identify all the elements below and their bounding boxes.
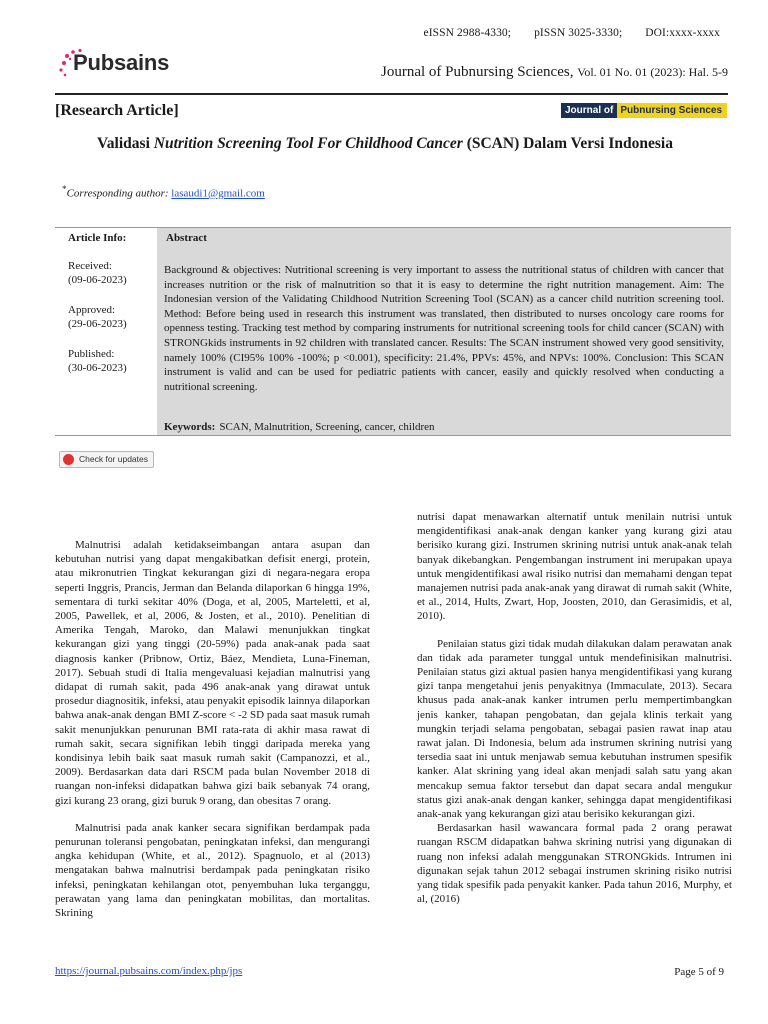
check-updates-label: Check for updates bbox=[79, 454, 148, 464]
keywords-list: SCAN, Malnutrition, Screening, cancer, children bbox=[219, 421, 435, 433]
pissn: pISSN 3025-3330; bbox=[534, 27, 623, 39]
paragraph: Malnutrisi pada anak kanker secara signifikan berdampak pada penurunan toleransi pengobatan, peningkatan infeksi, dan mengurangi angka kehidupan (White, et al., 2012). Spagnuolo, et al (2013) mengatakan bahwa malnutrisi berdampak pada peningkatan risiko infeksi, peningkatan kehilangan otot, penyembuhan luka terganggu, perawatan yang lama dan peningkatan mobilitas, dan mortalitas. Skrining bbox=[55, 821, 370, 920]
abstract-text: Background & objectives: Nutritional screening is very important to assess the nutritional status of children with cancer that increases nutrition or the risk of malnutrition so that it is easy to determine the right nutrition management. Aim: The Indonesian version of the Validating Childhood Nutrition Screening Tool (SCAN) as a cancer child nutrition screening tool. Method: Before being used in research this instrument was translated, then distributed to nurses oncology care rooms for openness testing. Tracking test method by comparing instruments for nutritional screening tools for child cancer (SCAN) with STRONGkids instruments in 92 children with translated cancer. Results: The SCAN instrument showed very good sensitivity, namely 100% (CI95% 100% -100%; p <0.001), specificity: 21.4%, PPVs: 45%, and NPVs: 100%. Conclusion: This SCAN instrument is valid and can be used for pediatric patients with cancer, easily and quickly resolved when conducting a nutritional screening. bbox=[164, 264, 724, 393]
received-label: Received: bbox=[68, 260, 112, 272]
logo-text: Pubsains bbox=[73, 50, 170, 75]
keywords-label: Keywords: bbox=[164, 421, 216, 433]
check-for-updates-button[interactable] bbox=[59, 451, 154, 468]
corr-email-link[interactable]: lasaudi1@gmail.com bbox=[171, 187, 265, 200]
eissn: eISSN 2988-4330; bbox=[423, 27, 512, 39]
abstract-heading: Abstract bbox=[166, 232, 207, 244]
journal-url-link[interactable]: https://journal.pubsains.com/index.php/jps bbox=[55, 965, 243, 977]
paragraph: Penilaian status gizi tidak mudah dilakukan dalam perawatan anak dan tidak ada parameter tunggal untuk mendefinisikan malnutrisi. Penilaian status gizi aktual pasien hanya mengidentifikasi yang kurang gizi tanpa mengetahui jenis penyakitnya (Immaculate, 2013). Secara khusus pada anak-anak kanker intrumen perlu mempertimbangkan jenis kanker, tahapan pengobatan, dan gejala klinis terkait yang mungkin terjadi selama pengobatan, sebagai pasien rawat inap atau rawat jalan. Di Indonesia, belum ada instrumen skrining nutrisi yang tersedia saat ini untuk menjawab semua kebutuhan instrumen spesifik kanker. Alat skrining yang ideal akan menjadi salah satu yang akan mencakup semua faktor tersebut dan dapat secara andal mengukur status gizi anak-anak dengan kanker, sehingga dapat mengidentifikasi anak-anak yang kekurangan gizi atau berisiko kekurangan gizi. bbox=[417, 637, 732, 821]
corr-marker: * bbox=[62, 184, 67, 194]
received-date: (09-06-2023) bbox=[68, 274, 127, 286]
published-date: (30-06-2023) bbox=[68, 362, 127, 374]
corr-label: Corresponding author: bbox=[66, 187, 172, 200]
page-number: Page 5 of 9 bbox=[674, 966, 724, 978]
badge-left: Journal of bbox=[561, 103, 617, 118]
approved-label: Approved: bbox=[68, 304, 116, 316]
paragraph: nutrisi dapat menawarkan alternatif untuk menilain nutrisi untuk mengidentifikasi anak-anak dengan kanker yang kurang gizi atau berisiko kurang gizi. Instrumen skrining nutrisi untuk anak-anak telah banyak dikebangkan. Pengembangan instrument ini merupakan upaya untuk mengidentifikasi awal risiko nutrisi dan memahami dengan tepat manajemen nutrisi pada anak-anak yang dirawat di rumah sakit (White, et al., 2014, Hults, Zwart, Hop, Joosten, 2010, dan Gerasimidis, et al, 2010). bbox=[417, 511, 732, 623]
body-column-left bbox=[55, 538, 370, 920]
check-updates-icon bbox=[63, 454, 74, 465]
article-title bbox=[40, 135, 730, 153]
title-italic: Nutrition Screening Tool For Childhood Cancer bbox=[153, 135, 463, 152]
corresponding-author bbox=[62, 184, 265, 200]
body-column-right bbox=[417, 510, 732, 906]
title-prefix: Validasi bbox=[97, 135, 154, 152]
header-divider bbox=[55, 93, 728, 95]
issn-doi-line bbox=[404, 27, 720, 39]
journal-line bbox=[381, 64, 728, 81]
keywords bbox=[164, 421, 435, 433]
title-suffix: (SCAN) Dalam Versi Indonesia bbox=[462, 135, 673, 152]
published-label: Published: bbox=[68, 348, 115, 360]
paragraph: Malnutrisi adalah ketidakseimbangan antara asupan dan kebutuhan nutrisi yang dapat mengakibatkan defisit energi, protein, atau mikronutrien Tingkat kekurangan gizi di negara-negara eropa seperti Inggris, Prancis, Jerman dan Belanda dilaporkan 6 hingga 19%, sementara di turki sekitar 40% (Doga, et al, 2005, Marteletti, et al, 2005, Pawellek, et al, 2006, & Josten, et al., 2010). Penelitian di Amerika Tengah, Maroko, dan Malawi menunjukkan tingkat kekurangan gizi yang tinggi (20-59%) pada anak-anak pada saat diagnosis kanker (Pribnow, Ortiz, Báez, Mendieta, Luna-Fineman, 2017). Sebuah studi di Italia mengevaluasi kejadian malnutrisi yang didapat di rumah sakit, pada 496 anak-anak yang dirawat untuk prosedur diagnositik, infeksi, atau penyakit episodik lainnya dilaporkan bahwa anak-anak dengan BMI Z-score < -2 SD pada saat masuk rumah sakit menunjukkan penurunan BMI rata-rata di akhir masa rawat di rumah sakit, secara signifikan lebih tinggi daripada mereka yang kondisinya lebih baik saat masuk rumah sakit (Campanozzi, et al., 2009). Berdasarkan data dari RSCM pada bulan November 2018 di ruangan non-infeksi didapatkan bahwa gizi baik sebanyak 74 orang, gizi kurang 23 orang, gizi buruk 9 orang, dan obesitas 7 orang. bbox=[55, 539, 370, 807]
article-type: [Research Article] bbox=[55, 102, 179, 119]
article-info-heading: Article Info: bbox=[68, 232, 127, 244]
journal-badge bbox=[561, 103, 727, 118]
doi: DOI:xxxx-xxxx bbox=[645, 27, 720, 39]
approved-date: (29-06-2023) bbox=[68, 318, 127, 330]
paragraph: Berdasarkan hasil wawancara formal pada 2 orang perawat ruangan RSCM didapatkan bahwa skrining nutrisi yang digunakan di ruang non infeksi adalah menggunakan STRONGkids. Intrumen ini digunakan sejak tahun 2012 sebagai instrumen skrining risiko nutrisi yang tidak spesifik pada penyakit kanker. Pada tahun 2016, Murphy, et al, (2016) bbox=[417, 822, 732, 906]
badge-right: Pubnursing Sciences bbox=[617, 103, 727, 118]
volume-info: Vol. 01 No. 01 (2023): Hal. 5-9 bbox=[577, 65, 728, 79]
journal-name: Journal of Pubnursing Sciences, bbox=[380, 64, 574, 80]
